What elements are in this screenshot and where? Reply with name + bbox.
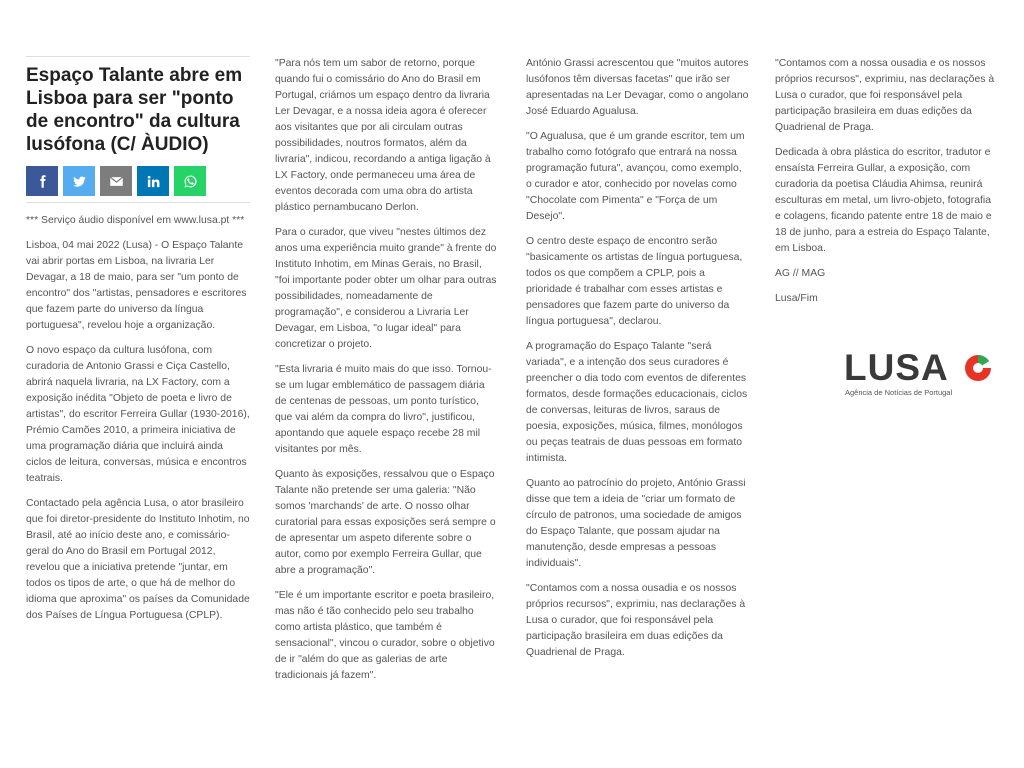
twitter-share-button[interactable] (63, 166, 95, 196)
paragraph: Contactado pela agência Lusa, o ator brasileiro que foi diretor-presidente do Instituto Inhotim, no Brasil, até ao início deste ano, e comissário-geral do Ano do Brasil em Portugal 2012, revelou que a iniciativa pretende "juntar, em todos os tipos de arte, o que há de melhor do idioma que aproxima" os países da Comunidade dos Países de Língua Portuguesa (CPLP). (26, 498, 250, 621)
linkedin-icon (146, 174, 161, 189)
lusa-mark-icon (962, 348, 994, 388)
paragraph: O novo espaço da cultura lusófona, com curadoria de Antonio Grassi e Ciça Castello, abrirá naquela livraria, na LX Factory, com a exposição inédita "Objeto de poeta e livro de artistas", do escritor Ferreira Gullar (1930-2016), Prémio Camões 2010, a primeira iniciativa de uma programação diária que incluirá ainda ciclos de leitura, conversas, música e encontros teatrais. (26, 345, 250, 484)
paragraph: O centro deste espaço de encontro serão "basicamente os artistas de língua portuguesa, todos os que compõem a CPLP, pois a prioridade é trabalhar com esses artistas e pensadores que fazem parte do universo da língua portuguesa", declarou. (526, 236, 743, 327)
paragraph: "Contamos com a nossa ousadia e os nossos próprios recursos", exprimiu, nas declarações à Lusa o curador, que foi responsável pela participação brasileira em duas edições da Quadrienal de Praga. (775, 58, 995, 133)
byline: AG // MAG (775, 268, 826, 279)
facebook-icon (35, 174, 50, 189)
article-column-3 (526, 56, 750, 670)
paragraph: "O Agualusa, que é um grande escritor, tem um trabalho como fotógrafo que entrará na nossa programação futura", avançou, como exemplo, o curador e ator, conhecido por novelas como "Chocolate com Pimenta" e "Força de um Desejo". (526, 131, 745, 222)
paragraph: Quanto ao patrocínio do projeto, António Grassi disse que tem a ideia de "criar um formato de círculo de patronos, uma sociedade de amigos do Espaço Talante, que possam ajudar na manutenção, desde empresas a pessoas individuais". (526, 478, 746, 569)
logo-wordmark: LUSA (844, 347, 949, 388)
whatsapp-share-button[interactable] (174, 166, 206, 196)
audio-notice: *** Serviço áudio disponível em www.lusa.pt *** (26, 215, 245, 226)
paragraph: Lisboa, 04 mai 2022 (Lusa) - O Espaço Talante vai abrir portas em Lisboa, na livraria Ler Devagar, a 18 de maio, para ser "um ponto de encontro" dos "artistas, pensadores e escritores que fazem parte do universo da língua portuguesa", revelou hoje a organização. (26, 240, 247, 331)
facebook-share-button[interactable] (26, 166, 58, 196)
article-column-4 (775, 56, 997, 316)
paragraph: "Para nós tem um sabor de retorno, porque quando fui o comissário do Ano do Brasil em Portugal, criámos um espaço dentro da livraria Ler Devagar, e a nossa ideia agora é oferecer aos visitantes que por ali circulam outras possibilidades, noutros formatos, além da livraria", indicou, recordando a antiga ligação à LX Factory, onde permaneceu uma área de eventos decorada com uma obra do artista plástico pernambucano Derlon. (275, 58, 491, 213)
end-marker: Lusa/Fim (775, 293, 818, 304)
paragraph: "Esta livraria é muito mais do que isso. Tornou-se um lugar emblemático de passagem diária de centenas de pessoas, um ponto turístico, que vai além da compra do livro", justificou, apontando que aquele espaço recebe 28 mil visitantes por mês. (275, 364, 492, 455)
share-divider (26, 202, 250, 203)
email-icon (109, 174, 124, 189)
whatsapp-icon (183, 174, 198, 189)
article-title: Espaço Talante abre em Lisboa para ser "ponto de encontro" da cultura lusófona (C/ ÀUDIO) (26, 65, 243, 155)
article-column-2 (275, 56, 499, 693)
paragraph: Quanto às exposições, ressalvou que o Espaço Talante não pretende ser uma galeria: "Não somos 'marchands' de arte. O nosso olhar curatorial para essas exposições será sempre o de apresentar um aspeto diferente sobre o autor, como por exemplo Ferreira Gullar, que abre a programação". (275, 469, 496, 576)
top-divider (26, 56, 250, 57)
article-column-1 (26, 56, 250, 633)
twitter-icon (72, 174, 87, 189)
share-bar (26, 166, 250, 196)
email-share-button[interactable] (100, 166, 132, 196)
paragraph: Para o curador, que viveu "nestes últimos dez anos uma experiência muito grande" à frente do Instituto Inhotim, em Minas Gerais, no Brasil, "foi importante poder obter um olhar para outras possibilidades, nomeadamente de programação", e considerou a Livraria Ler Devagar, em Lisboa, "o lugar ideal" para concretizar o projeto. (275, 227, 497, 350)
paragraph: "Ele é um importante escritor e poeta brasileiro, mas não é tão conhecido pelo seu trabalho como artista plástico, que também é sensacional", vincou o curador, sobre o objetivo de ir "além do que as galerias de arte tradicionais já fazem". (275, 590, 495, 681)
paragraph: "Contamos com a nossa ousadia e os nossos próprios recursos", exprimiu, nas declarações à Lusa o curador, que foi responsável pela participação brasileira em duas edições da Quadrienal de Praga. (526, 583, 746, 658)
linkedin-share-button[interactable] (137, 166, 169, 196)
paragraph: António Grassi acrescentou que "muitos autores lusófonos têm diversas facetas" que irão ser apresentadas na Ler Devagar, como o angolano José Eduardo Agualusa. (526, 58, 749, 117)
logo-tagline: Agência de Notícias de Portugal (845, 388, 953, 397)
lusa-logo (844, 348, 1004, 400)
paragraph: A programação do Espaço Talante "será variada", e a intenção dos seus curadores é preencher o dia todo com eventos de diferentes formatos, desde formações educacionais, ciclos de conversas, leituras de livros, saraus de poesia, exposições, música, filmes, monólogos ou peças teatrais de duas pessoas em formato intimista. (526, 341, 748, 464)
paragraph: Dedicada à obra plástica do escritor, tradutor e ensaísta Ferreira Gullar, a exposição, com curadoria da poetisa Cláudia Ahimsa, reunirá esculturas em metal, um livro-objeto, fotografia e colagens, ficando patente entre 18 de maio e 18 de junho, para a estreia do Espaço Talante, em Lisboa. (775, 147, 992, 254)
